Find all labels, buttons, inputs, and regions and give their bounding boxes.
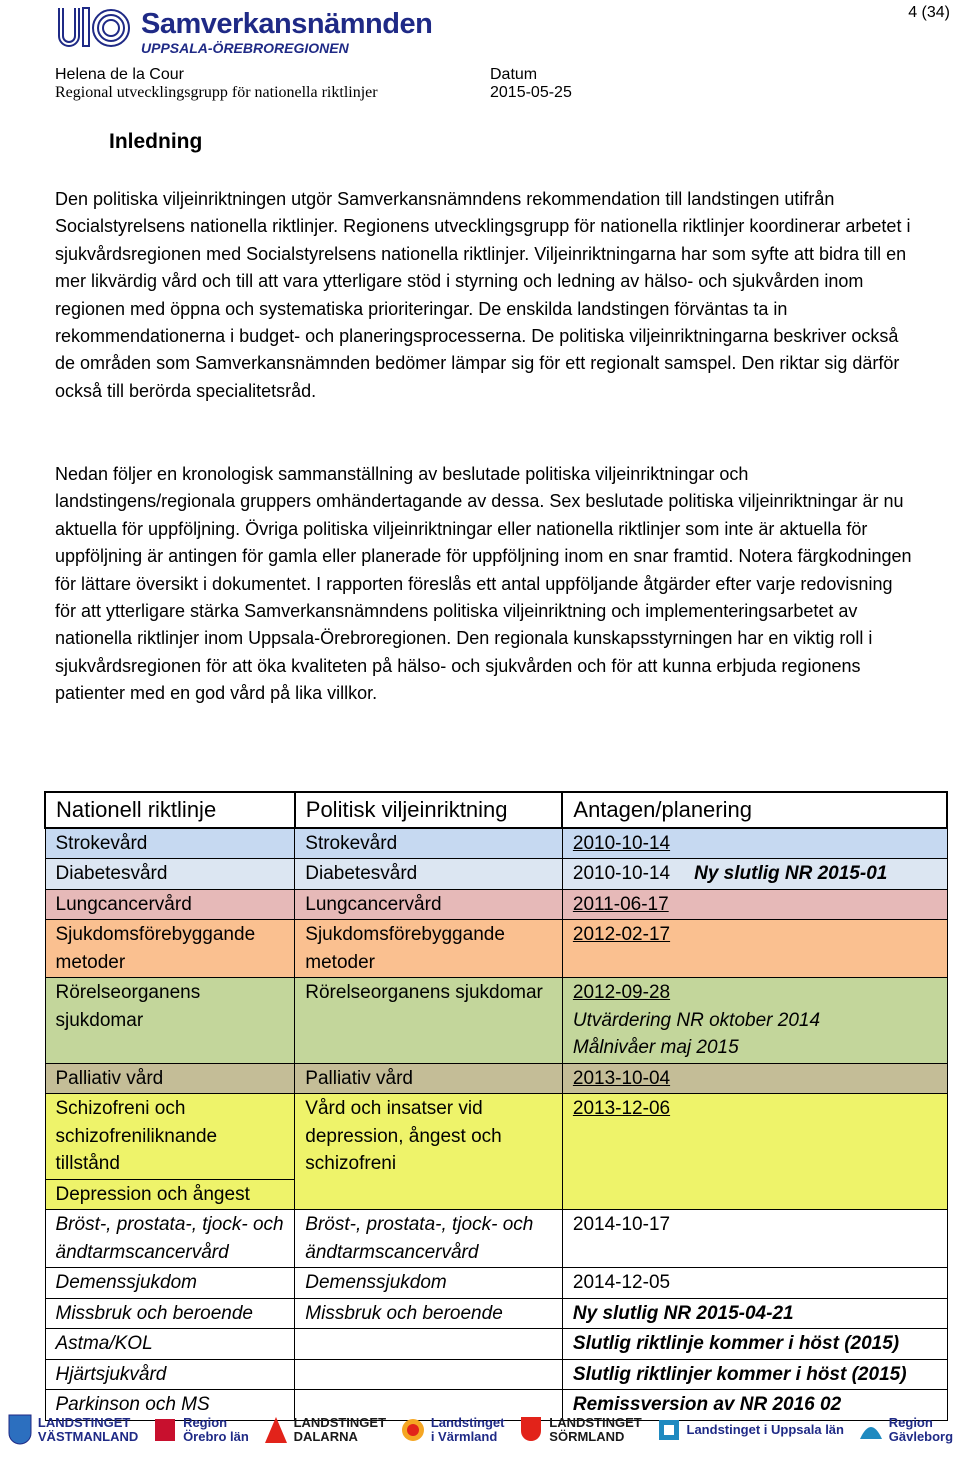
gavleborg-icon [858, 1413, 884, 1447]
dalarna-icon [263, 1413, 289, 1447]
logo-subtitle: UPPSALA-ÖREBROREGIONEN [141, 40, 349, 56]
sormland-icon [518, 1413, 544, 1447]
cell-guideline: Schizofreni och schizofreniliknande tillstånd [45, 1094, 295, 1180]
footer-logo-dalarna [263, 1413, 386, 1447]
cell-date: Remissversion av NR 2016 02 [562, 1390, 947, 1421]
cell-guideline: Hjärtsjukvård [45, 1359, 295, 1390]
cell-date [562, 889, 947, 920]
cell-date [562, 1094, 947, 1210]
cell-guideline: Palliativ vård [45, 1063, 295, 1094]
guideline-table [44, 791, 948, 1421]
page-number: 4 (34) [908, 4, 950, 21]
cell-policy: Diabetesvård [295, 859, 563, 890]
footer-logo-sormland [518, 1413, 641, 1447]
cell-guideline: Demenssjukdom [45, 1268, 295, 1299]
table-row [45, 889, 947, 920]
date-text: 2010-10-14 [572, 832, 671, 854]
cell-date [562, 828, 947, 859]
footer-logo-text: LANDSTINGET DALARNA [293, 1415, 387, 1444]
cell-policy: Demenssjukdom [295, 1268, 563, 1299]
date-text: 2013-12-06 [572, 1098, 671, 1119]
footer-logo-text: LANDSTINGET SÖRMLAND [549, 1415, 642, 1444]
cell-date [562, 859, 947, 890]
date-text: 2012-09-28 [572, 982, 671, 1003]
samverkansnamnden-logo [55, 4, 433, 56]
cell-date: Slutlig riktlinjer kommer i höst (2015) [562, 1359, 947, 1390]
table-row [45, 1210, 947, 1268]
cell-policy: Missbruk och beroende [295, 1298, 563, 1329]
date-text: 2013-10-04 [572, 1067, 671, 1089]
footer-logo-text: Region Örebro län [183, 1415, 249, 1444]
date-value: 2015-05-25 [490, 84, 572, 101]
footer-logo-gavleborg [858, 1413, 953, 1447]
cell-policy: Bröst-, prostata-, tjock- och ändtarmscancervård [295, 1210, 563, 1268]
intro-paragraph-part1: Den politiska viljeinriktningen utgör Samverkansnämndens rekommendation till landstingen utifrån Socialstyrelsens nationella riktlinjer. Regionens utvecklingsgrupp för nationella riktlinjer koordinerar arbetet i sjukvårdsregionen med Socialstyrelsens nationella riktlinjer. [55, 189, 911, 264]
table-row [45, 1329, 947, 1360]
table-row [45, 828, 947, 859]
table-row [45, 859, 947, 890]
uppsala-icon [656, 1413, 682, 1447]
evaluation-note: Utvärdering NR oktober 2014 [572, 1009, 821, 1031]
footer-logo-orebro [152, 1413, 249, 1447]
footer-logo-text: LANDSTINGET VÄSTMANLAND [37, 1415, 139, 1444]
status-note: Ny slutlig NR 2015-01 [694, 863, 888, 884]
cell-policy: Palliativ vård [295, 1063, 563, 1094]
cell-guideline: Diabetesvård [45, 859, 295, 890]
cell-date: 2014-12-05 [562, 1268, 947, 1299]
target-note: Målnivåer maj 2015 [572, 1037, 739, 1058]
intro-paragraph-part2: Viljeinriktningarna har som syfte att bidra till en mer likvärdig vård och till att vara ytterligare stöd i styrning och ledning av hälso- och sjukvården inom regionen med öppna och systematiska prioriteringar. De enskilda landstingen förväntas ta in rekommendationerna i budget- och planeringsprocesserna. De politiska viljeinriktningarna beskriver också de områden som Samverkansnämnden bedömer lämpar sig för ett regionalt samspel. Den riktar sig därför också till berörda specialitetsråd. [55, 243, 907, 401]
date-text: 2011-06-17 [572, 893, 669, 915]
cell-date [562, 920, 947, 978]
author-name: Helena de la Cour [55, 66, 184, 83]
cell-policy: Rörelseorganens sjukdomar [295, 978, 563, 1064]
date-text: 2012-02-17 [572, 924, 671, 945]
header-antagen-planering: Antagen/planering [562, 792, 947, 828]
footer-logo-vastmanland [7, 1413, 138, 1447]
date-text: 2010-10-14 [572, 863, 671, 884]
table-row [45, 1268, 947, 1299]
cell-date: Slutlig riktlinje kommer i höst (2015) [562, 1329, 947, 1360]
table-header-row [45, 792, 947, 828]
cell-guideline: Lungcancervård [45, 889, 295, 920]
table-row [45, 1094, 947, 1180]
region-icon [152, 1413, 178, 1447]
cell-guideline: Parkinson och MS [45, 1390, 295, 1421]
cell-guideline: Strokevård [45, 828, 295, 859]
cell-date [562, 978, 947, 1064]
header-nationell-riktlinje: Nationell riktlinje [45, 792, 295, 828]
summary-paragraph: Nedan följer en kronologisk sammanställning av beslutade politiska viljeinriktningar och landstingens/regionala gruppers omhändertagande av dessa. Sex beslutade politiska viljeinriktningar är nu aktuella för uppföljning. Övriga politiska viljeinriktningar eller nationella riktlinjer som inte är aktuella för uppföljning är antingen för gamla eller planerade för uppföljning inom en snar framtid. Notera färgkodningen för lättare översikt i dokumentet. I rapporten föreslås ett antal uppföljande åtgärder efter varje redovisning för att ytterligare stärka Samverkansnämndens politiska viljeinriktning och implementeringsarbetet av nationella riktlinjer inom Uppsala-Örebroregionen. Den regionala kunskapsstyrningen har en viktig roll i sjukvårdsregionen för att öka kvaliteten på hälso- och sjukvården och för att kunna erbjuda regionens patienter med en god vård på lika villkor. [55, 464, 912, 704]
footer-logo-uppsala [656, 1413, 844, 1447]
cell-policy: Lungcancervård [295, 889, 563, 920]
table-row [45, 1359, 947, 1390]
cell-guideline: Rörelseorganens sjukdomar [45, 978, 295, 1064]
table-row [45, 920, 947, 978]
cell-policy: Sjukdomsförebyggande metoder [295, 920, 563, 978]
table-row [45, 978, 947, 1064]
section-heading: Inledning [109, 130, 203, 153]
cell-guideline: Sjukdomsförebyggande metoder [45, 920, 295, 978]
cell-guideline: Depression och ångest [45, 1179, 295, 1210]
intro-paragraph [55, 186, 915, 405]
date-label: Datum [490, 66, 538, 83]
samverkansnamnden-logo-mark-icon [55, 4, 135, 52]
cell-guideline: Missbruk och beroende [45, 1298, 295, 1329]
table-row [45, 1063, 947, 1094]
footer-logo-varmland [400, 1413, 505, 1447]
header-politisk-viljeinriktning: Politisk viljeinriktning [295, 792, 563, 828]
footer-logos [0, 1408, 960, 1452]
cell-policy [295, 1329, 563, 1360]
cell-date: Ny slutlig NR 2015-04-21 [562, 1298, 947, 1329]
footer-logo-text: Landstinget i Värmland [430, 1415, 505, 1444]
author-group: Regional utvecklingsgrupp för nationella riktlinjer [55, 84, 378, 101]
cell-date [562, 1063, 947, 1094]
varmland-icon [400, 1413, 426, 1447]
county-shield-icon [7, 1413, 33, 1447]
logo-name: Samverkansnämnden [141, 8, 433, 40]
table-row [45, 1298, 947, 1329]
footer-logo-text: Landstinget i Uppsala län [686, 1422, 844, 1437]
cell-guideline: Bröst-, prostata-, tjock- och ändtarmscancervård [45, 1210, 295, 1268]
cell-policy: Vård och insatser vid depression, ångest och schizofreni [295, 1094, 563, 1210]
cell-policy: Strokevård [295, 828, 563, 859]
cell-policy [295, 1359, 563, 1390]
cell-guideline: Astma/KOL [45, 1329, 295, 1360]
cell-date: 2014-10-17 [562, 1210, 947, 1268]
footer-logo-text: Region Gävleborg [888, 1415, 954, 1444]
